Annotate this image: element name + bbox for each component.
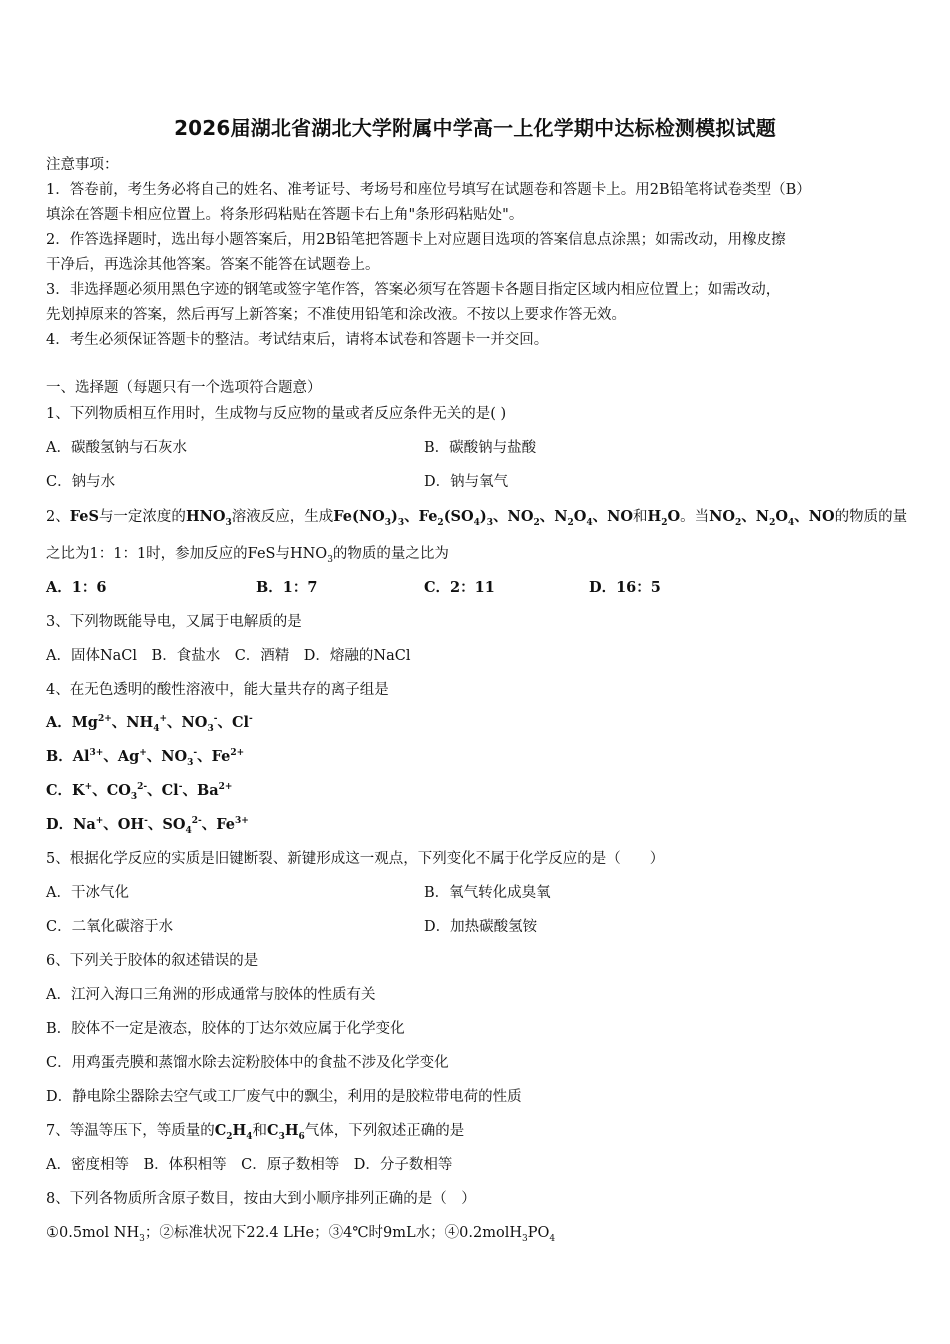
question-1-options-row: [46, 436, 906, 457]
question-4-option-b: B．$Al^{3+}$、Ag+、$NO_3^-$、$Fe^{2+}$: [46, 748, 245, 768]
question-6-stem: 6、下列关于胶体的叙述错误的是: [46, 953, 259, 969]
question-1-options-row: [46, 470, 906, 491]
question-6-option-d: D．静电除尘器除去空气或工厂废气中的飘尘，利用的是胶粒带电荷的性质: [46, 1089, 522, 1105]
notice-line: 填涂在答题卡相应位置上。将条形码粘贴在答题卡右上角"条形码粘贴处"。: [46, 207, 524, 223]
option-a: A．碳酸氢钠与石灰水: [46, 440, 187, 456]
option-d: D．钠与氧气: [424, 474, 509, 490]
notice-line: 3．非选择题必须用黑色字迹的钢笔或签字笔作答，答案必须写在答题卡各题目指定区域内相应位置上；如需改动，: [46, 282, 781, 298]
notice-line: 2．作答选择题时，选出每小题答案后，用2B铅笔把答题卡上对应题目选项的答案信息点涂黑；如需改动，用橡皮擦: [46, 232, 786, 248]
option-c: C．二氧化碳溶于水: [46, 919, 174, 935]
question-4-option-c: C．K+、$CO_3^{2-}$、Cl-、$Ba^{2+}$: [46, 782, 233, 802]
question-6-option-a: A．江河入海口三角洲的形成通常与胶体的性质有关: [46, 987, 376, 1003]
option-b: B．氧气转化成臭氧: [424, 885, 551, 901]
question-2-stem-cont: 之比为1：1：1时，参加反应的FeS与$HNO_3$的物质的量之比为: [46, 546, 449, 565]
question-4-option-d: D．Na+、OH-、$SO_4^{2-}$、$Fe^{3+}$: [46, 816, 249, 836]
option-a: A．干冰气化: [46, 885, 129, 901]
question-2-options-row: [46, 576, 906, 597]
option-d: D．16：5: [589, 579, 661, 596]
question-2-stem: 2、FeS与一定浓度的$HNO_3$溶液反应，生成$Fe(NO_3)_3$、$Fe_2(SO_4)_3$、$NO_2$、$N_2O_4$、NO和$H_2O$。当$NO_2$、$N_2O_4$、NO的物质的量: [46, 508, 908, 528]
question-6-option-b: B．胶体不一定是液态，胶体的丁达尔效应属于化学变化: [46, 1021, 405, 1037]
notice-line: 4．考生必须保证答题卡的整洁。考试结束后，请将本试卷和答题卡一并交回。: [46, 332, 549, 348]
question-6-option-c: C．用鸡蛋壳膜和蒸馏水除去淀粉胶体中的食盐不涉及化学变化: [46, 1055, 449, 1071]
option-c: C．钠与水: [46, 474, 116, 490]
page-title: 2026届湖北省湖北大学附属中学高一上化学期中达标检测模拟试题: [174, 116, 776, 140]
question-4-stem: 4、在无色透明的酸性溶液中，能大量共存的离子组是: [46, 682, 389, 698]
question-5-options-row: [46, 881, 906, 902]
question-3-options: A．固体NaCl B．食盐水 C．酒精 D．熔融的NaCl: [46, 648, 411, 664]
question-5-stem: 5、根据化学反应的实质是旧键断裂、新键形成这一观点，下列变化不属于化学反应的是（ ）: [46, 851, 665, 867]
option-b: B．碳酸钠与盐酸: [424, 440, 537, 456]
notice-heading: 注意事项：: [46, 157, 119, 173]
question-4-option-a: A．$Mg^{2+}$、$NH_4^+$、$NO_3^-$、Cl-: [46, 714, 253, 734]
notice-line: 1．答卷前，考生务必将自己的姓名、准考证号、考场号和座位号填写在试题卷和答题卡上。用2B铅笔将试卷类型（B）: [46, 182, 811, 198]
notice-line: 干净后，再选涂其他答案。答案不能答在试题卷上。: [46, 257, 380, 273]
question-7-options: A．密度相等 B．体积相等 C．原子数相等 D．分子数相等: [46, 1157, 453, 1173]
notice-line: 先划掉原来的答案，然后再写上新答案；不准使用铅笔和涂改液。不按以上要求作答无效。: [46, 307, 626, 323]
question-5-options-row: [46, 915, 906, 936]
option-d: D．加热碳酸氢铵: [424, 919, 538, 935]
option-a: A．1：6: [46, 579, 107, 596]
question-1-stem: 1、下列物质相互作用时，生成物与反应物的量或者反应条件无关的是( ): [46, 406, 507, 422]
question-8-stem: 8、下列各物质所含原子数目，按由大到小顺序排列正确的是（ ）: [46, 1191, 476, 1207]
question-7-stem: 7、等温等压下，等质量的$C_2H_4$和$C_3H_6$气体，下列叙述正确的是: [46, 1122, 465, 1142]
question-3-stem: 3、下列物既能导电，又属于电解质的是: [46, 614, 302, 630]
option-c: C．2：11: [424, 579, 495, 596]
question-8-items: ①0.5mol $NH_3$；②标准状况下22.4 LHe；③4℃时9mL水；$④0.2molH_3PO_4$: [46, 1225, 556, 1244]
option-b: B．1：7: [256, 579, 318, 596]
section-heading: 一、选择题（每题只有一个选项符合题意）: [46, 380, 322, 396]
